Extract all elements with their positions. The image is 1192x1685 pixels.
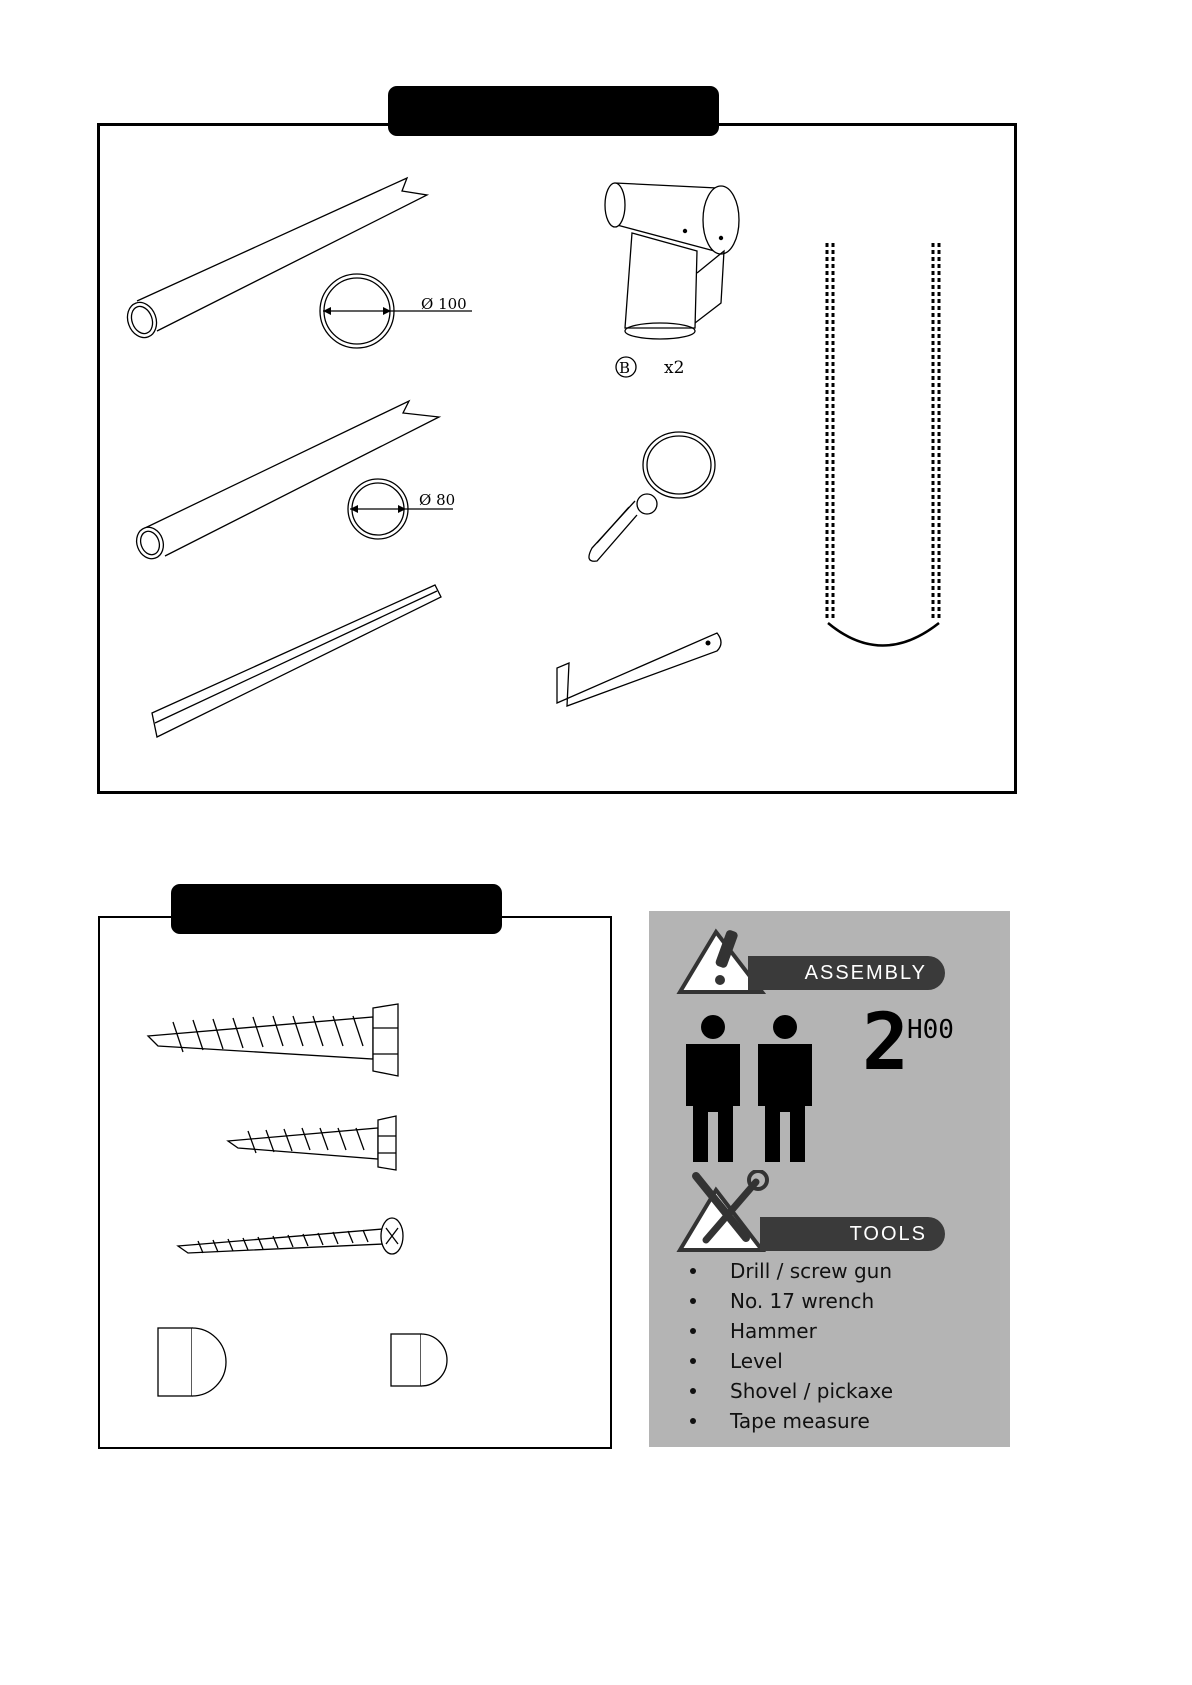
tool-item: Tape measure <box>690 1406 893 1436</box>
tool-item: Drill / screw gun <box>690 1256 893 1286</box>
t-connector <box>605 183 739 339</box>
tools-list <box>690 1256 893 1436</box>
large-lag-bolt <box>148 1004 398 1076</box>
svg-text:x2: x2 <box>664 358 685 378</box>
large-pipe <box>123 178 427 342</box>
large-cap-nut <box>158 1328 226 1396</box>
people-icons <box>680 1014 820 1164</box>
tool-item: Shovel / pickaxe <box>690 1376 893 1406</box>
tool-item: Hammer <box>690 1316 893 1346</box>
assembly-duration-suffix: H00 <box>907 1015 954 1045</box>
swing-seat <box>828 623 939 646</box>
small-pipe-cross-section <box>348 479 456 539</box>
tool-item: Level <box>690 1346 893 1376</box>
tool-item: No. 17 wrench <box>690 1286 893 1316</box>
tools-ribbon: TOOLS <box>760 1217 945 1251</box>
swing-hanger <box>589 432 715 561</box>
medium-lag-bolt <box>228 1116 396 1170</box>
small-cap-nut <box>391 1334 447 1386</box>
svg-text:B: B <box>619 359 631 377</box>
parts-illustration <box>97 123 1017 794</box>
assembly-duration-hours: 2 <box>862 998 909 1088</box>
hardware-illustration <box>98 916 612 1449</box>
person-icon <box>758 1015 812 1162</box>
wood-screw <box>178 1218 403 1254</box>
person-icon <box>686 1015 740 1162</box>
connector-label <box>616 357 684 378</box>
small-pipe <box>132 401 439 562</box>
small-pipe-diameter: Ø 80 <box>419 491 456 509</box>
assembly-ribbon: ASSEMBLY <box>748 956 945 990</box>
large-pipe-diameter: Ø 100 <box>421 295 467 313</box>
flat-bar <box>152 585 441 737</box>
l-bracket <box>557 633 721 706</box>
